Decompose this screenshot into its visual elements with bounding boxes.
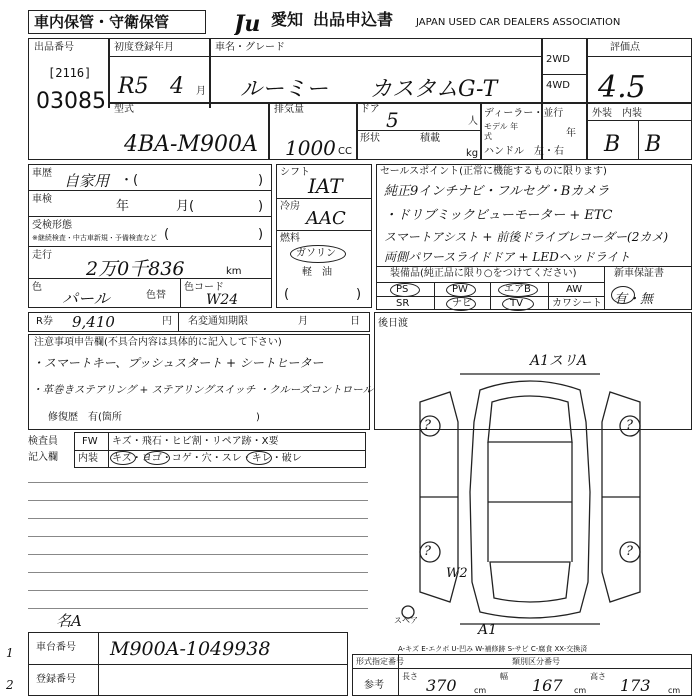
score-label: 評価点 — [610, 42, 640, 53]
displacement-label: 排気量 — [274, 104, 304, 115]
color-code-value: W24 — [206, 292, 239, 308]
dealer-label: ディーラー・並行 — [484, 108, 564, 119]
fw-items: キズ・飛石・ヒビ割・リペア跡・X要 — [112, 436, 279, 447]
notes-line-1: ・スマートキー、プッシュスタート + シートヒーター — [32, 356, 324, 370]
doors-label: ドア — [360, 104, 380, 115]
mileage-label: 走行 — [32, 250, 52, 261]
score-value: 4.5 — [598, 70, 646, 105]
equip-navi: ナビ — [452, 298, 472, 309]
equip-ps-circle — [390, 283, 420, 297]
warranty-value: 有・無 — [614, 292, 654, 307]
inspection-form-label: 受検形態 — [32, 220, 72, 231]
inspection-form-open: ( — [164, 227, 170, 242]
type-spec-label: 形式指定番号 — [356, 657, 404, 666]
ju-logo — [234, 11, 270, 35]
storage-stamp-text: 車内保管・守衛保管 — [34, 13, 170, 31]
color-code-label: 色コード — [184, 282, 224, 293]
ac-value: AAC — [306, 208, 346, 229]
displacement-unit: CC — [338, 146, 352, 157]
model-year-label: モデル 年式 — [484, 122, 519, 141]
history-suffix: ・( — [120, 173, 139, 188]
drive-4wd: 4WD — [546, 80, 570, 91]
shaken-month: 月( — [176, 199, 195, 214]
lot-number: 03085 — [36, 89, 106, 114]
drive-2wd: 2WD — [546, 54, 570, 65]
repair-close: ) — [256, 412, 260, 423]
equipment-label: 装備品(純正品に限り○をつけてください) — [390, 268, 577, 279]
fuel-diesel: 軽 油 — [302, 267, 332, 278]
warranty-circle — [611, 286, 635, 304]
svg-text:Ju: Ju — [234, 11, 261, 35]
deadline-month: 月 — [298, 316, 308, 327]
doors-value: 5 — [386, 108, 399, 132]
form-title: 出品申込書 — [313, 10, 394, 29]
ac-label: 冷房 — [280, 201, 300, 212]
interior-circle-2 — [144, 451, 170, 465]
model-year-unit: 年 — [566, 128, 576, 139]
sales-line-1: 純正9インチナビ・フルセグ・Bカメラ — [384, 184, 610, 199]
exterior-grade: B — [604, 132, 621, 157]
chassis-value: M900A-1049938 — [110, 638, 271, 660]
sales-points-label: セールスポイント(正常に機能するものに限ります) — [380, 166, 607, 177]
displacement-value: 1000 — [285, 136, 336, 160]
sales-line-4: 両側パワースライドドア + LEDヘッドライト — [384, 250, 631, 264]
equip-airbag-circle — [498, 283, 538, 297]
equip-ps: PS — [396, 284, 409, 295]
equip-navi-circle — [446, 297, 476, 311]
handle-label: ハンドル 左・右 — [484, 146, 564, 157]
notes-label: 注意事項申告欄(不具合内容は具体的に記入して下さい) — [34, 337, 282, 348]
diagram-bottom-label: A1 — [478, 622, 498, 638]
wheel-mark-fr: ? — [626, 418, 633, 433]
length-label: 長さ — [402, 672, 418, 681]
registration-month-unit: 月 — [196, 86, 206, 97]
fuel-other-close: ) — [356, 287, 362, 302]
history-label: 車歴 — [32, 168, 52, 179]
width-value: 167 — [532, 676, 563, 695]
diagram-top-label: A1スリA — [530, 353, 588, 369]
registration-label: 登録番号 — [36, 674, 76, 685]
diagram-left-label: W2 — [446, 566, 468, 581]
registration-era: R5 — [118, 74, 149, 99]
shape-label: 形状 — [360, 133, 380, 144]
equip-sr: SR — [396, 298, 410, 309]
inspector-label: 検査員 — [28, 436, 58, 447]
shift-label: シフト — [280, 167, 310, 178]
car-diagram — [400, 362, 660, 630]
sales-line-2: ・ドリブミックビューモーター + ETC — [384, 208, 613, 223]
ext-int-label: 外装 内装 — [592, 108, 642, 119]
width-unit: cm — [574, 686, 587, 695]
fuel-other-open: ( — [284, 287, 290, 302]
mileage-unit: km — [226, 266, 242, 277]
length-value: 370 — [426, 676, 457, 695]
recycle-unit: 円 — [162, 316, 172, 327]
history-close: ) — [258, 173, 264, 188]
deadline-day: 日 — [350, 316, 360, 327]
org-name: 愛知 — [271, 10, 304, 29]
association-name: JAPAN USED CAR DEALERS ASSOCIATION — [416, 17, 621, 28]
margin-mark-2: 2 — [6, 678, 14, 692]
interior-grade: B — [645, 132, 662, 157]
load-unit: kg — [466, 148, 479, 159]
memo-note: 名A — [56, 612, 82, 630]
equip-aw: AW — [566, 284, 583, 295]
color-value: パール — [62, 289, 110, 308]
color-change-label: 色替 — [146, 290, 166, 301]
equip-pw-circle — [446, 283, 476, 297]
repair-label: 修復歴 有(箇所 — [48, 412, 122, 423]
lot-sub-number: [2116] — [48, 66, 92, 80]
recycle-value: 9,410 — [72, 313, 115, 331]
shaken-close: ) — [258, 199, 264, 214]
equip-tv-circle — [502, 297, 534, 311]
lot-number-label: 出品番号 — [34, 42, 74, 53]
mileage-value: 2万0千836 — [86, 258, 185, 280]
wheel-mark-fl: ? — [424, 418, 431, 433]
class-label: 類別区分番号 — [512, 657, 560, 666]
wheel-mark-rl: ? — [424, 544, 431, 559]
equip-leather: カワシート — [552, 298, 602, 309]
fuel-gasoline: ガソリン — [296, 248, 336, 259]
registration-month: 4 — [170, 74, 184, 99]
reference-label: 参考 — [364, 680, 384, 691]
sales-line-3: スマートアシスト + 前後ドライブレコーダー(2カメ) — [384, 230, 669, 244]
damage-legend: A-キズ E-エクボ U-凹み W-補修跡 S-サビ C-腐食 XX-交換済 — [398, 645, 588, 653]
model-value: 4BA-M900A — [124, 132, 258, 157]
shaken-year: 年 — [116, 199, 130, 214]
capacity-unit: 人 — [468, 116, 478, 127]
inspection-form-close: ) — [258, 227, 264, 242]
shift-value: IAT — [308, 174, 343, 198]
first-registration-label: 初度登録年月 — [114, 42, 174, 53]
notes-line-2: ・革巻きステアリング + ステアリングスイッチ ・クルーズコントロール — [32, 384, 374, 396]
equip-tv: TV — [510, 298, 523, 309]
recycle-label: R券 — [36, 316, 53, 327]
length-unit: cm — [474, 686, 487, 695]
color-label: 色 — [32, 282, 42, 293]
interior-circle-3 — [246, 451, 272, 465]
interior-items: キズ・ヨゴ・コゲ・穴・スレ・キレ・破レ — [112, 453, 302, 464]
width-label: 幅 — [500, 672, 508, 681]
equip-airbag: エアB — [504, 284, 531, 295]
spare-label: スペア — [394, 616, 418, 625]
deadline-label: 名変通知期限 — [188, 316, 248, 327]
fw-label: FW — [82, 436, 98, 447]
model-label: 型式 — [114, 104, 134, 115]
wheel-mark-rr: ? — [626, 544, 633, 559]
car-name-label: 車名・グレード — [215, 42, 285, 53]
fuel-label: 燃料 — [280, 233, 300, 244]
height-unit: cm — [668, 686, 681, 695]
height-value: 173 — [620, 676, 651, 695]
car-grade: カスタムG-T — [370, 77, 498, 102]
shaken-label: 車検 — [32, 194, 52, 205]
interior-circle-1 — [110, 451, 136, 465]
interior-label: 内装 — [78, 453, 98, 464]
record-label: 記入欄 — [28, 452, 58, 463]
height-label: 高さ — [590, 672, 606, 681]
history-value: 自家用 — [64, 172, 110, 190]
warranty-label: 新車保証書 — [614, 268, 664, 279]
car-name: ルーミー — [240, 77, 329, 102]
chassis-label: 車台番号 — [36, 642, 76, 653]
equip-pw: PW — [452, 284, 468, 295]
inspection-form-note: ※継続検査・中古車新規・予備検査など — [32, 234, 157, 242]
load-label: 積載 — [420, 133, 440, 144]
margin-mark-1: 1 — [6, 646, 14, 660]
later-delivery-label: 後日渡 — [378, 318, 408, 329]
